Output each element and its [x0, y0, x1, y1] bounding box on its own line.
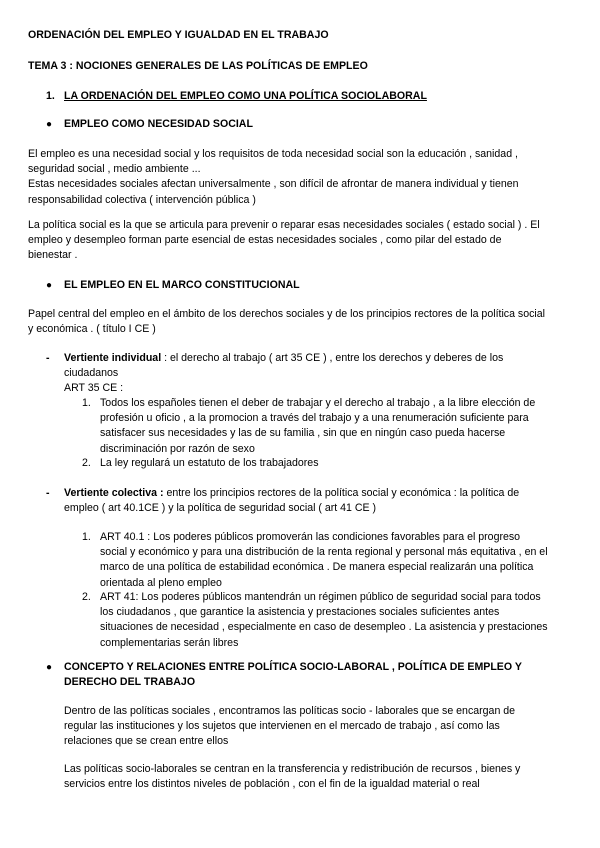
text-line: orientada al pleno empleo: [100, 576, 222, 589]
section-number: 1.: [46, 90, 55, 102]
subheading-empleo-necesidad: EMPLEO COMO NECESIDAD SOCIAL: [64, 118, 253, 130]
text-line: profesión u oficio , a la promocion a través del trabajo y a una renumeración suficiente para: [100, 412, 529, 425]
subheading-marco-constitucional: EL EMPLEO EN EL MARCO CONSTITUCIONAL: [64, 279, 300, 291]
text-line: El empleo es una necesidad social y los requisitos de toda necesidad social son la educación , sanidad ,: [28, 148, 518, 160]
text-line: situaciones de necesidad , especialmente en caso de desempleo . La asistencia y prestaciones: [100, 621, 548, 634]
text-line: social y económico y para una distribución de la renta regional y personal más equitativa , en el: [100, 546, 548, 559]
text-line: Papel central del empleo en el ámbito de los derechos sociales y de los principios rectores de la política social: [28, 308, 546, 320]
text-line: Dentro de las políticas sociales , encontramos las políticas socio - laborales que se encargan de: [64, 705, 516, 717]
paragraph: [28, 218, 540, 264]
text-line: DERECHO DEL TRABAJO: [64, 676, 196, 689]
bullet-icon: ●: [46, 280, 53, 291]
list-item: [100, 530, 548, 591]
list-item: [100, 456, 319, 471]
text-line: servicios entre los distintos niveles de población , con el fin de la igualdad material o real: [64, 778, 480, 791]
section-heading: LA ORDENACIÓN DEL EMPLEO COMO UNA POLÍTICA SOCIOLABORAL: [64, 90, 427, 102]
text-line: ART 41: Los poderes públicos mantendrán un régimen público de seguridad social para todos: [100, 591, 541, 603]
text-line: ciudadanos: [64, 367, 119, 380]
list-number: 1.: [82, 397, 91, 409]
list-number: 2.: [82, 457, 91, 469]
text-line: y económica . ( título I CE ): [28, 323, 156, 336]
text-line: marco de una política de estabilidad económica . De manera especial realizarán una política: [100, 561, 534, 574]
bullet-icon: ●: [46, 119, 53, 130]
text-line: seguridad social , medio ambiente ...: [28, 163, 201, 176]
text-line: La política social es la que se articula para prevenir o reparar esas necesidades sociales ( estado social ) . El: [28, 219, 540, 231]
text-line: ART 40.1 : Los poderes públicos promoverán las condiciones favorables para el progreso: [100, 531, 521, 543]
list-item: [100, 396, 535, 457]
bullet-icon: ●: [46, 662, 53, 673]
list-item: [100, 590, 548, 651]
subheading-concepto: [64, 660, 522, 690]
paragraph: [28, 307, 545, 337]
paragraph: [64, 762, 520, 792]
vertiente-colectiva: [64, 486, 519, 516]
text-line: discriminación por razón de sexo: [100, 442, 255, 455]
dash-icon: -: [46, 352, 50, 364]
list-number: 1.: [82, 531, 91, 543]
dash-icon: -: [46, 487, 50, 499]
text-line: : el derecho al trabajo ( art 35 CE ) , entre los derechos y deberes de los: [161, 352, 504, 364]
text-line: Todos los españoles tienen el deber de trabajar y el derecho al trabajo , a la libre elección de: [100, 397, 536, 409]
text-line: bienestar .: [28, 249, 78, 262]
list-number: 2.: [82, 591, 91, 603]
vertiente-individual: [64, 351, 503, 397]
text-line: satisfacer sus necesidades y las de su familia , sin que en ningún caso pueda hacerse: [100, 427, 506, 440]
text-line: relaciones que se crean entre ellos: [64, 735, 229, 748]
tema-heading: TEMA 3 : NOCIONES GENERALES DE LAS POLÍTICAS DE EMPLEO: [28, 60, 368, 72]
paragraph: [28, 147, 519, 208]
text-line: responsabilidad colectiva ( intervención pública ): [28, 193, 256, 206]
text-line: Las políticas socio-laborales se centran en la transferencia y redistribución de recursos , bienes y: [64, 763, 521, 775]
paragraph: [64, 704, 515, 750]
text-line: complementarias serán libres: [100, 636, 239, 649]
text-line: Estas necesidades sociales afectan universalmente , son difícil de afrontar de manera individual y tienen: [28, 178, 519, 191]
text-line: entre los principios rectores de la política social y económica : la política de: [163, 487, 520, 499]
document-title: ORDENACIÓN DEL EMPLEO Y IGUALDAD EN EL TRABAJO: [28, 29, 329, 41]
text-line: CONCEPTO Y RELACIONES ENTRE POLÍTICA SOCIO-LABORAL , POLÍTICA DE EMPLEO Y: [64, 661, 522, 673]
vertiente-colectiva-label: Vertiente colectiva :: [64, 487, 164, 499]
text-line: empleo y desempleo forman parte esencial de estas necesidades sociales , como pilar del estado de: [28, 234, 502, 247]
text-line: empleo ( art 40.1CE ) y la política de seguridad social ( art 41 CE ): [64, 502, 377, 515]
text-line: los ciudadanos , que garantice la asistencia y prestaciones sociales suficientes antes: [100, 606, 500, 619]
art-label: ART 35 CE :: [64, 382, 124, 395]
vertiente-individual-label: Vertiente individual: [64, 352, 162, 364]
text-line: La ley regulará un estatuto de los trabajadores: [100, 457, 319, 469]
text-line: regular las instituciones y los sujetos que intervienen en el mercado de trabajo , así como las: [64, 720, 500, 733]
